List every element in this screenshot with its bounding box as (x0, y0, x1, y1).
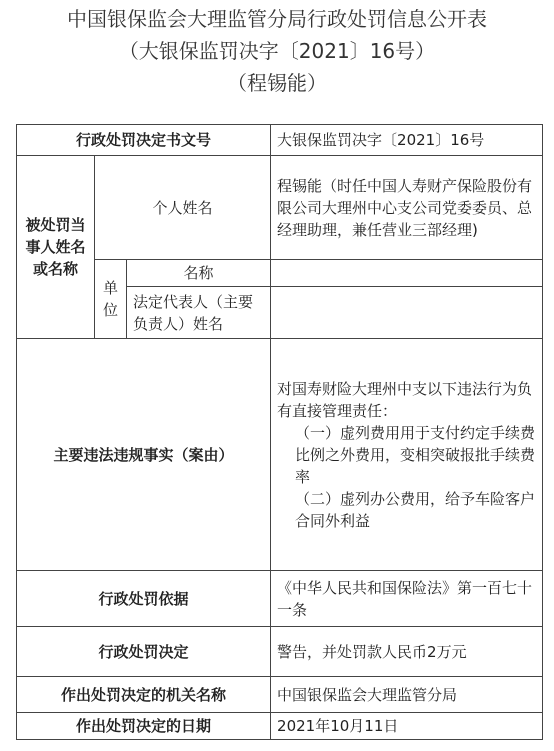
page-title: 中国银保监会大理监管分局行政处罚信息公开表 (67, 7, 487, 31)
date-value: 2021年10月11日 (271, 713, 543, 740)
table-row (17, 571, 543, 627)
table-row (17, 677, 543, 713)
unit-label-char-1: 单 (102, 279, 118, 297)
party-label: 被处罚当事人姓名或名称 (17, 156, 95, 339)
unit-representative-value (271, 287, 543, 339)
basis-label: 行政处罚依据 (17, 571, 271, 627)
party-name-heading: （程锡能） (227, 71, 327, 95)
facts-intro: 对国寿财险大理州中支以下违法行为负有直接管理责任： (277, 379, 533, 420)
facts-item-1: （一）虚列费用用于支付约定手续费比例之外费用，变相突破报批手续费率 (295, 423, 536, 486)
table-row (17, 125, 543, 156)
person-name-value: 程锡能（时任中国人寿财产保险股份有限公司大理州中心支公司党委委员、总经理助理，兼任营业三部经理) (271, 156, 543, 260)
doc-number-label: 行政处罚决定书文号 (17, 125, 271, 156)
document-number-heading: （大银保监罚决字〔2021〕16号） (118, 39, 436, 63)
table-row (17, 713, 543, 740)
table-row (17, 627, 543, 677)
table-row (17, 260, 543, 287)
facts-label: 主要违法违规事实（案由） (17, 339, 271, 571)
penalty-info-table (16, 124, 543, 740)
unit-representative-label: 法定代表人（主要负责人）姓名 (127, 287, 271, 339)
authority-value: 中国银保监会大理监管分局 (271, 677, 543, 713)
doc-number-value: 大银保监罚决字〔2021〕16号 (271, 125, 543, 156)
table-row (17, 339, 543, 571)
date-label: 作出处罚决定的日期 (17, 713, 271, 740)
facts-value (271, 339, 543, 571)
unit-label-char-2: 位 (102, 301, 118, 319)
decision-label: 行政处罚决定 (17, 627, 271, 677)
table-row (17, 156, 543, 260)
unit-name-label: 名称 (127, 260, 271, 287)
person-name-label: 个人姓名 (95, 156, 271, 260)
unit-name-value (271, 260, 543, 287)
facts-item-2: （二）虚列办公费用，给予车险客户合同外利益 (295, 489, 536, 530)
basis-value: 《中华人民共和国保险法》第一百七十一条 (271, 571, 543, 627)
authority-label: 作出处罚决定的机关名称 (17, 677, 271, 713)
decision-value: 警告，并处罚款人民币2万元 (271, 627, 543, 677)
unit-label (95, 260, 127, 339)
